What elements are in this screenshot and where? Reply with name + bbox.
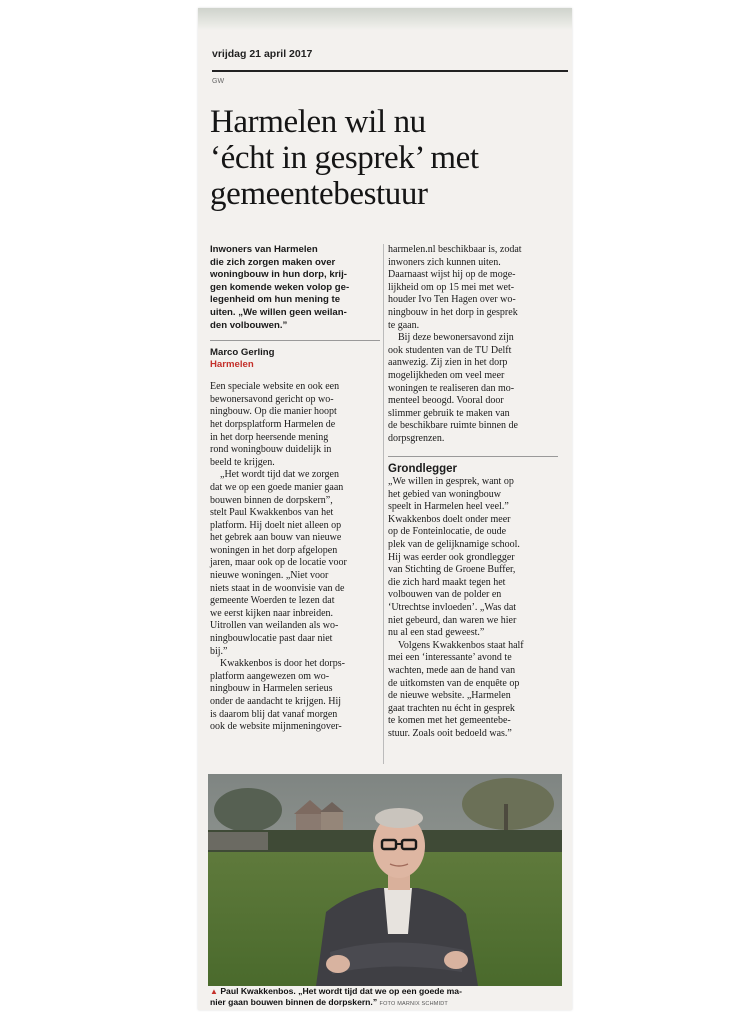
headline: Harmelen wil nu ‘écht in gesprek’ met gemeentebestuur <box>210 104 479 212</box>
section-label: GW <box>212 78 225 85</box>
caption-quote: „Het wordt tijd dat we op een goede ma- nier gaan bouwen binnen de dorpskern.” <box>210 986 462 1007</box>
caption-name: Paul Kwakkenbos. <box>220 986 296 996</box>
article-column-right <box>388 244 558 741</box>
dateline-place: Harmelen <box>210 359 254 371</box>
article-intro: Inwoners van Harmelen die zich zorgen maken over woningbouw in hun dorp, krij- gen komende weken volop ge- legenheid om hun mening te uiten. „We willen geen weilan- den volbouwen.” <box>210 244 350 331</box>
photo-credit: FOTO MARNIX SCHMIDT <box>379 1001 448 1007</box>
paragraph: „Het wordt tijd dat we zorgen dat we op een goede manier gaan bouwen binnen de dorpskern”, stelt Paul Kwakkenbos van het platform. Hij doelt niet alleen op het gebrek aan bouw van nieuwe woningen in het dorp afgelopen jaren, maar ook op de locatie voor nieuwe woningen. „Niet voor niets staat in de woonvisie van de gemeente Woerden te lezen dat we eerst kijken naar inbreiden. Uitrollen van weilanden als wo- ningbouwlocatie past daar niet bij.” <box>210 469 347 657</box>
author-name: Marco Gerling <box>210 340 380 359</box>
scan-top-strip <box>198 8 572 30</box>
paragraph: „We willen in gesprek, want op het gebied van woningbouw speelt in Harmelen heel veel.” Kwakkenbos doelt onder meer op de Fonteinlocatie, de oude plek van de gelijknamige school. Hij was eerder ook grondlegger van Stichting de Groene Buffer, die zich hard maakt tegen het volbouwen van de polder en ‘Utrechtse invloeden’. „Was dat niet gebeurd, dan waren we hier nu al een stad geweest.” <box>388 476 520 639</box>
paragraph: Een speciale website en ook een bewonersavond gericht op wo- ningbouw. Op die manier hoopt het dorpsplatform Harmelen de in het dorp heersende mening rond woningbouw duidelijk in beeld te krijgen. <box>210 381 340 468</box>
paragraph: Volgens Kwakkenbos staat half mei een ‘interessante’ avond te wachten, mede aan de hand van de uitkomsten van de enquête op de nieuwe website. „Harmelen gaat trachten nu écht in gesprek te komen met het gemeentebe- stuur. Zoals ooit bedoeld was.” <box>388 639 524 739</box>
photo-caption <box>210 986 566 1010</box>
article-photo <box>208 774 562 986</box>
column-divider <box>383 244 384 764</box>
subheading: Grondlegger <box>388 456 558 476</box>
paragraph: Bij deze bewonersavond zijn ook studenten van de TU Delft aanwezig. Zij zien in het dorp mogelijkheden om veel meer woningen te realiseren dan mo- menteel beoogd. Vooral door slimmer gebruik te maken van de beschikbare ruimte binnen de dorpsgrenzen. <box>388 332 518 444</box>
newspaper-clipping <box>198 8 572 1010</box>
paragraph: Kwakkenbos is door het dorps- platform aangewezen om wo- ningbouw in Harmelen serieus onder de aandacht te krijgen. Hij is daarom blij dat vanaf morgen ook de website mijnmeningover- <box>210 658 345 733</box>
header-rule <box>212 70 568 72</box>
portrait-photo-illustration <box>208 774 562 986</box>
caption-marker-icon: ▲ <box>210 987 218 996</box>
paragraph: harmelen.nl beschikbaar is, zodat inwoners zich kunnen uiten. Daarnaast wijst hij op de moge- lijkheid om op 15 mei met wet- houder Ivo Ten Hagen over wo- ningbouw in het dorp in gesprek te gaan. <box>388 244 522 331</box>
article-column-left <box>210 244 380 734</box>
dateline: vrijdag 21 april 2017 <box>212 48 313 60</box>
